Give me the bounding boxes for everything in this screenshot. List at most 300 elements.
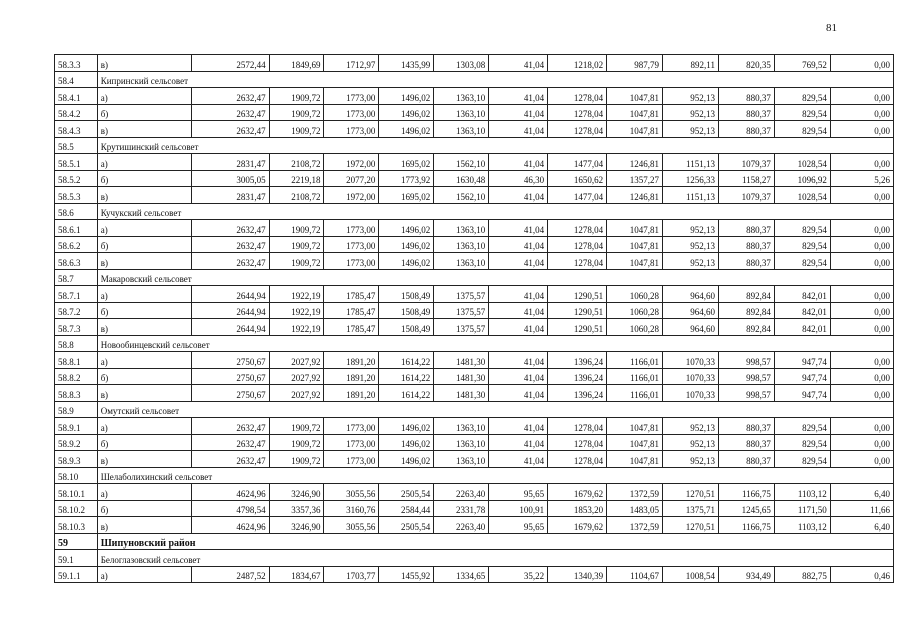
value-cell: 1695,02 (379, 154, 434, 171)
value-cell: 46,30 (489, 170, 548, 187)
value-cell: 2505,54 (379, 484, 434, 501)
table-row (55, 385, 894, 402)
row-subitem: а) (97, 484, 192, 501)
value-cell: 964,60 (663, 286, 719, 303)
row-subitem: б) (97, 236, 192, 253)
row-code: 58.8.2 (55, 368, 98, 385)
row-code: 58.9.2 (55, 434, 98, 451)
row-code: 58.10.2 (55, 500, 98, 517)
row-code: 59.1 (55, 550, 98, 567)
value-cell: 1909,72 (269, 104, 324, 121)
value-cell: 0,00 (830, 187, 893, 204)
value-cell: 1496,02 (379, 88, 434, 105)
value-cell: 1972,00 (324, 187, 379, 204)
table-row (55, 170, 894, 187)
value-cell: 1396,24 (548, 368, 607, 385)
value-cell: 41,04 (489, 451, 548, 468)
row-subitem: в) (97, 187, 192, 204)
table-row (55, 434, 894, 451)
row-code: 58.9 (55, 401, 98, 418)
value-cell: 892,11 (663, 55, 719, 72)
value-cell: 0,00 (830, 302, 893, 319)
value-cell: 1455,92 (379, 566, 434, 583)
value-cell: 892,84 (718, 302, 774, 319)
value-cell: 1891,20 (324, 385, 379, 402)
value-cell: 3055,56 (324, 517, 379, 534)
value-cell: 1245,65 (718, 500, 774, 517)
value-cell: 1060,28 (607, 286, 663, 303)
value-cell: 1151,13 (663, 154, 719, 171)
value-cell: 947,74 (774, 352, 830, 369)
value-cell: 1060,28 (607, 302, 663, 319)
value-cell: 1166,01 (607, 352, 663, 369)
value-cell: 952,13 (663, 220, 719, 237)
value-cell: 1151,13 (663, 187, 719, 204)
value-cell: 769,52 (774, 55, 830, 72)
value-cell: 1096,92 (774, 170, 830, 187)
value-cell: 998,57 (718, 385, 774, 402)
value-cell: 1270,51 (663, 517, 719, 534)
value-cell: 5,26 (830, 170, 893, 187)
table-row (55, 55, 894, 72)
value-cell: 1047,81 (607, 220, 663, 237)
value-cell: 1773,92 (379, 170, 434, 187)
row-code: 58.5.2 (55, 170, 98, 187)
table-row (55, 484, 894, 501)
value-cell: 2108,72 (269, 187, 324, 204)
table-row (55, 88, 894, 105)
value-cell: 0,00 (830, 352, 893, 369)
row-code: 58.6 (55, 203, 98, 220)
value-cell: 1396,24 (548, 385, 607, 402)
value-cell: 2572,44 (192, 55, 269, 72)
value-cell: 1909,72 (269, 121, 324, 138)
value-cell: 1246,81 (607, 187, 663, 204)
value-cell: 41,04 (489, 121, 548, 138)
value-cell: 1079,37 (718, 154, 774, 171)
value-cell: 1483,05 (607, 500, 663, 517)
row-code: 58.4.3 (55, 121, 98, 138)
value-cell: 1508,49 (379, 302, 434, 319)
value-cell: 41,04 (489, 154, 548, 171)
value-cell: 0,46 (830, 566, 893, 583)
value-cell: 1047,81 (607, 434, 663, 451)
value-cell: 1614,22 (379, 352, 434, 369)
value-cell: 1278,04 (548, 418, 607, 435)
table-row (55, 286, 894, 303)
value-cell: 95,65 (489, 484, 548, 501)
value-cell: 1166,75 (718, 517, 774, 534)
value-cell: 880,37 (718, 253, 774, 270)
value-cell: 1218,02 (548, 55, 607, 72)
value-cell: 892,84 (718, 319, 774, 336)
value-cell: 829,54 (774, 434, 830, 451)
value-cell: 2632,47 (192, 253, 269, 270)
value-cell: 947,74 (774, 368, 830, 385)
row-code: 58.4.2 (55, 104, 98, 121)
value-cell: 1496,02 (379, 220, 434, 237)
value-cell: 3246,90 (269, 484, 324, 501)
table-row (55, 566, 894, 583)
value-cell: 1909,72 (269, 88, 324, 105)
value-cell: 1303,08 (434, 55, 489, 72)
value-cell: 2584,44 (379, 500, 434, 517)
table-row (55, 368, 894, 385)
section-row (55, 401, 894, 418)
value-cell: 1849,69 (269, 55, 324, 72)
value-cell: 1785,47 (324, 302, 379, 319)
table-row (55, 352, 894, 369)
value-cell: 1363,10 (434, 253, 489, 270)
tariff-table (54, 54, 894, 583)
value-cell: 3246,90 (269, 517, 324, 534)
row-subitem: в) (97, 121, 192, 138)
value-cell: 2331,78 (434, 500, 489, 517)
value-cell: 1712,97 (324, 55, 379, 72)
value-cell: 4798,54 (192, 500, 269, 517)
value-cell: 952,13 (663, 104, 719, 121)
value-cell: 2632,47 (192, 220, 269, 237)
value-cell: 1357,27 (607, 170, 663, 187)
value-cell: 2632,47 (192, 121, 269, 138)
value-cell: 1070,33 (663, 352, 719, 369)
value-cell: 880,37 (718, 451, 774, 468)
row-code: 58.7 (55, 269, 98, 286)
value-cell: 3160,76 (324, 500, 379, 517)
value-cell: 41,04 (489, 319, 548, 336)
value-cell: 0,00 (830, 451, 893, 468)
value-cell: 1481,30 (434, 385, 489, 402)
value-cell: 1435,99 (379, 55, 434, 72)
value-cell: 1047,81 (607, 121, 663, 138)
value-cell: 1650,62 (548, 170, 607, 187)
table-row (55, 121, 894, 138)
value-cell: 947,74 (774, 385, 830, 402)
value-cell: 1909,72 (269, 220, 324, 237)
value-cell: 1171,50 (774, 500, 830, 517)
value-cell: 2263,40 (434, 484, 489, 501)
value-cell: 1278,04 (548, 104, 607, 121)
value-cell: 1047,81 (607, 104, 663, 121)
value-cell: 0,00 (830, 434, 893, 451)
row-subitem: б) (97, 368, 192, 385)
value-cell: 1891,20 (324, 352, 379, 369)
value-cell: 1103,12 (774, 484, 830, 501)
row-code: 58.5.3 (55, 187, 98, 204)
value-cell: 41,04 (489, 418, 548, 435)
value-cell: 892,84 (718, 286, 774, 303)
table-row (55, 154, 894, 171)
value-cell: 41,04 (489, 368, 548, 385)
value-cell: 1496,02 (379, 236, 434, 253)
value-cell: 2644,94 (192, 302, 269, 319)
value-cell: 1679,62 (548, 484, 607, 501)
row-code: 58.6.2 (55, 236, 98, 253)
value-cell: 1481,30 (434, 352, 489, 369)
value-cell: 1853,20 (548, 500, 607, 517)
value-cell: 1477,04 (548, 154, 607, 171)
value-cell: 1375,57 (434, 302, 489, 319)
row-code: 58.5 (55, 137, 98, 154)
value-cell: 1008,54 (663, 566, 719, 583)
row-subitem: в) (97, 55, 192, 72)
value-cell: 1481,30 (434, 368, 489, 385)
value-cell: 880,37 (718, 104, 774, 121)
value-cell: 1922,19 (269, 302, 324, 319)
value-cell: 1070,33 (663, 385, 719, 402)
value-cell: 1060,28 (607, 319, 663, 336)
value-cell: 41,04 (489, 434, 548, 451)
section-row (55, 550, 894, 567)
value-cell: 1508,49 (379, 286, 434, 303)
value-cell: 1614,22 (379, 385, 434, 402)
value-cell: 1703,77 (324, 566, 379, 583)
value-cell: 41,04 (489, 88, 548, 105)
value-cell: 1047,81 (607, 451, 663, 468)
value-cell: 829,54 (774, 236, 830, 253)
row-subitem: б) (97, 302, 192, 319)
value-cell: 1496,02 (379, 104, 434, 121)
value-cell: 1334,65 (434, 566, 489, 583)
value-cell: 987,79 (607, 55, 663, 72)
value-cell: 1375,57 (434, 286, 489, 303)
value-cell: 880,37 (718, 418, 774, 435)
table-row (55, 187, 894, 204)
value-cell: 964,60 (663, 319, 719, 336)
value-cell: 41,04 (489, 220, 548, 237)
value-cell: 998,57 (718, 352, 774, 369)
value-cell: 2027,92 (269, 352, 324, 369)
value-cell: 1679,62 (548, 517, 607, 534)
row-code: 58.3.3 (55, 55, 98, 72)
value-cell: 0,00 (830, 154, 893, 171)
value-cell: 1290,51 (548, 286, 607, 303)
row-subitem: б) (97, 500, 192, 517)
value-cell: 1047,81 (607, 253, 663, 270)
value-cell: 0,00 (830, 104, 893, 121)
value-cell: 1340,39 (548, 566, 607, 583)
value-cell: 2632,47 (192, 236, 269, 253)
row-code: 58.4 (55, 71, 98, 88)
row-subitem: а) (97, 286, 192, 303)
value-cell: 1773,00 (324, 418, 379, 435)
row-subitem: б) (97, 434, 192, 451)
table-body (55, 55, 894, 583)
value-cell: 1278,04 (548, 220, 607, 237)
value-cell: 3357,36 (269, 500, 324, 517)
table-row (55, 517, 894, 534)
value-cell: 1028,54 (774, 154, 830, 171)
value-cell: 0,00 (830, 368, 893, 385)
value-cell: 1104,67 (607, 566, 663, 583)
section-title: Крутишинский сельсовет (97, 137, 893, 154)
row-subitem: а) (97, 418, 192, 435)
value-cell: 11,66 (830, 500, 893, 517)
value-cell: 1290,51 (548, 302, 607, 319)
value-cell: 1773,00 (324, 121, 379, 138)
table-row (55, 451, 894, 468)
value-cell: 1363,10 (434, 220, 489, 237)
value-cell: 880,37 (718, 236, 774, 253)
value-cell: 41,04 (489, 302, 548, 319)
value-cell: 0,00 (830, 121, 893, 138)
value-cell: 1909,72 (269, 253, 324, 270)
value-cell: 1834,67 (269, 566, 324, 583)
value-cell: 964,60 (663, 302, 719, 319)
value-cell: 2027,92 (269, 385, 324, 402)
value-cell: 1496,02 (379, 253, 434, 270)
row-subitem: а) (97, 352, 192, 369)
table-row (55, 302, 894, 319)
value-cell: 1477,04 (548, 187, 607, 204)
value-cell: 1562,10 (434, 154, 489, 171)
value-cell: 4624,96 (192, 484, 269, 501)
value-cell: 2750,67 (192, 385, 269, 402)
value-cell: 1363,10 (434, 434, 489, 451)
value-cell: 1103,12 (774, 517, 830, 534)
section-title: Белоглазовский сельсовет (97, 550, 893, 567)
section-row (55, 269, 894, 286)
value-cell: 1922,19 (269, 286, 324, 303)
row-code: 58.7.1 (55, 286, 98, 303)
value-cell: 41,04 (489, 385, 548, 402)
value-cell: 1909,72 (269, 418, 324, 435)
section-title: Кипринский сельсовет (97, 71, 893, 88)
value-cell: 1047,81 (607, 88, 663, 105)
value-cell: 829,54 (774, 88, 830, 105)
value-cell: 0,00 (830, 88, 893, 105)
row-code: 58.9.1 (55, 418, 98, 435)
value-cell: 880,37 (718, 434, 774, 451)
value-cell: 41,04 (489, 253, 548, 270)
value-cell: 829,54 (774, 121, 830, 138)
value-cell: 4624,96 (192, 517, 269, 534)
value-cell: 1785,47 (324, 286, 379, 303)
value-cell: 1496,02 (379, 434, 434, 451)
row-code: 58.8 (55, 335, 98, 352)
section-row (55, 335, 894, 352)
section-row (55, 467, 894, 484)
value-cell: 1278,04 (548, 121, 607, 138)
value-cell: 1922,19 (269, 319, 324, 336)
section-row (55, 71, 894, 88)
value-cell: 1508,49 (379, 319, 434, 336)
table-row (55, 104, 894, 121)
value-cell: 1363,10 (434, 104, 489, 121)
value-cell: 41,04 (489, 236, 548, 253)
row-code: 59.1.1 (55, 566, 98, 583)
value-cell: 2027,92 (269, 368, 324, 385)
value-cell: 1773,00 (324, 451, 379, 468)
row-subitem: в) (97, 517, 192, 534)
value-cell: 829,54 (774, 253, 830, 270)
table-row (55, 319, 894, 336)
value-cell: 1372,59 (607, 517, 663, 534)
value-cell: 41,04 (489, 286, 548, 303)
value-cell: 1375,57 (434, 319, 489, 336)
value-cell: 1246,81 (607, 154, 663, 171)
value-cell: 2263,40 (434, 517, 489, 534)
row-subitem: а) (97, 566, 192, 583)
value-cell: 1278,04 (548, 253, 607, 270)
row-subitem: б) (97, 170, 192, 187)
value-cell: 0,00 (830, 55, 893, 72)
section-title: Макаровский сельсовет (97, 269, 893, 286)
value-cell: 2644,94 (192, 286, 269, 303)
value-cell: 952,13 (663, 121, 719, 138)
value-cell: 1372,59 (607, 484, 663, 501)
value-cell: 2632,47 (192, 434, 269, 451)
value-cell: 820,35 (718, 55, 774, 72)
value-cell: 952,13 (663, 418, 719, 435)
value-cell: 3005,05 (192, 170, 269, 187)
row-subitem: а) (97, 220, 192, 237)
row-code: 58.7.2 (55, 302, 98, 319)
value-cell: 952,13 (663, 88, 719, 105)
row-code: 58.10.1 (55, 484, 98, 501)
row-subitem: в) (97, 319, 192, 336)
value-cell: 1363,10 (434, 88, 489, 105)
value-cell: 842,01 (774, 286, 830, 303)
value-cell: 1773,00 (324, 434, 379, 451)
value-cell: 100,91 (489, 500, 548, 517)
value-cell: 829,54 (774, 451, 830, 468)
value-cell: 829,54 (774, 104, 830, 121)
row-subitem: в) (97, 385, 192, 402)
value-cell: 2632,47 (192, 88, 269, 105)
row-code: 58.9.3 (55, 451, 98, 468)
value-cell: 842,01 (774, 319, 830, 336)
value-cell: 2219,18 (269, 170, 324, 187)
district-title: Шипуновский район (97, 533, 893, 550)
row-subitem: в) (97, 451, 192, 468)
value-cell: 880,37 (718, 88, 774, 105)
value-cell: 95,65 (489, 517, 548, 534)
value-cell: 1363,10 (434, 236, 489, 253)
table-row (55, 236, 894, 253)
row-code: 58.6.1 (55, 220, 98, 237)
value-cell: 998,57 (718, 368, 774, 385)
district-row (55, 533, 894, 550)
value-cell: 0,00 (830, 319, 893, 336)
value-cell: 2831,47 (192, 154, 269, 171)
value-cell: 1070,33 (663, 368, 719, 385)
row-code: 58.8.1 (55, 352, 98, 369)
value-cell: 1773,00 (324, 236, 379, 253)
value-cell: 842,01 (774, 302, 830, 319)
value-cell: 1496,02 (379, 451, 434, 468)
value-cell: 1290,51 (548, 319, 607, 336)
value-cell: 1562,10 (434, 187, 489, 204)
value-cell: 2487,52 (192, 566, 269, 583)
value-cell: 1278,04 (548, 236, 607, 253)
value-cell: 1972,00 (324, 154, 379, 171)
value-cell: 41,04 (489, 55, 548, 72)
value-cell: 0,00 (830, 236, 893, 253)
value-cell: 1614,22 (379, 368, 434, 385)
row-subitem: а) (97, 154, 192, 171)
value-cell: 1363,10 (434, 451, 489, 468)
section-title: Новообинцевский сельсовет (97, 335, 893, 352)
row-code: 58.5.1 (55, 154, 98, 171)
value-cell: 2750,67 (192, 368, 269, 385)
section-row (55, 137, 894, 154)
value-cell: 2505,54 (379, 517, 434, 534)
section-title: Омутский сельсовет (97, 401, 893, 418)
value-cell: 2632,47 (192, 104, 269, 121)
row-code: 58.7.3 (55, 319, 98, 336)
value-cell: 3055,56 (324, 484, 379, 501)
